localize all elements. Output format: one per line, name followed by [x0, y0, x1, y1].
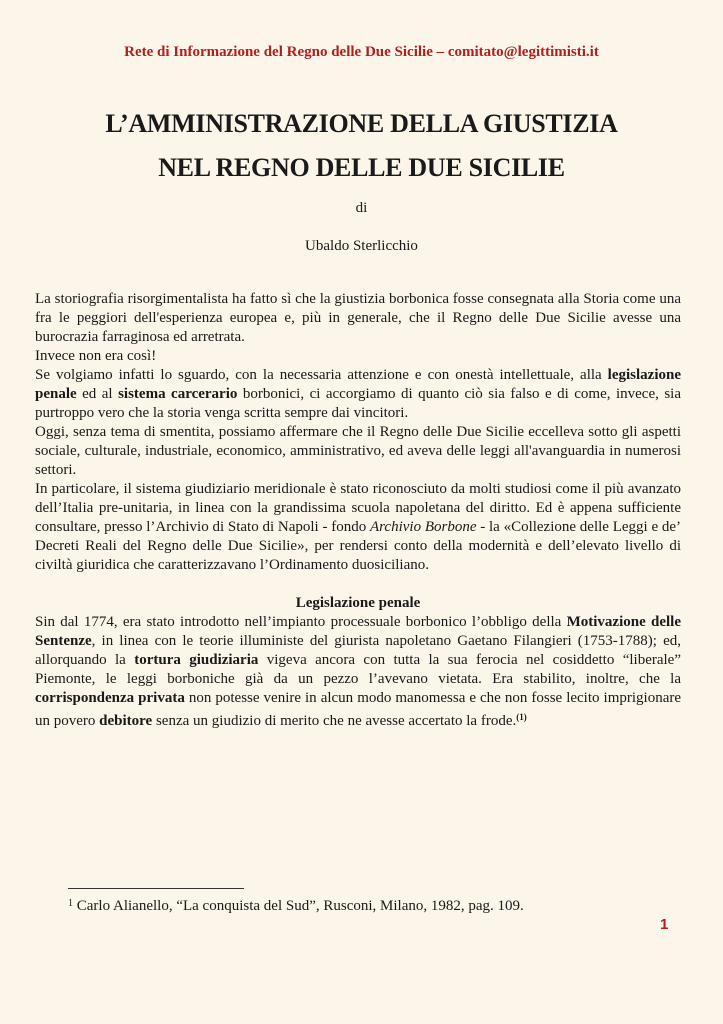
- paragraph-3-text: ed al: [76, 386, 119, 402]
- paragraph-1: [35, 290, 681, 347]
- footnote-mark: 1: [68, 898, 73, 909]
- title-line-1: L’AMMINISTRAZIONE DELLA GIUSTIZIA: [105, 109, 618, 138]
- paragraph-2: [35, 347, 681, 366]
- paragraph-5: [35, 480, 681, 575]
- section-text: vigeva ancora con tutta la sua ferocia nel cosiddetto “liberale” Piemonte, le leggi borboniche già da un pezzo l’avevano vietata. Era stabilito, inoltre, che la: [35, 652, 681, 687]
- paragraph-5-text: - la «Collezione delle Leggi e de’ Decreti Reali del Regno delle Due Sicilie», per rendersi conto della modernità e dell’elevato livello di civiltà giuridica che caratterizzavano l’Ordinamento duosiciliano.: [35, 519, 682, 573]
- paragraph-1-text: La storiografia risorgimentalista ha fatto sì che la giustizia borbonica fosse consegnata alla Storia come una fra le peggiori dell'esperienza europea e, più in generale, che il Regno delle Due Sicilie avesse una burocrazia farraginosa ed arretrata.: [35, 291, 681, 345]
- bold-tortura-giudiziaria: tortura giudiziaria: [134, 652, 259, 668]
- section-heading: Legislazione penale: [295, 595, 421, 611]
- paragraph-4-text: Oggi, senza tema di smentita, possiamo affermare che il Regno delle Due Sicilie eccelleva sotto gli aspetti sociale, culturale, industriale, economico, amministrativo, ed aveva delle leggi all'avanguardia in numerosi settori.: [35, 424, 681, 478]
- paragraph-3: [35, 366, 681, 423]
- paragraph-4: [35, 423, 681, 480]
- bold-legislazione-penale: legislazione penale: [35, 367, 681, 402]
- paragraph-3-text: borbonici, ci accorgiamo di quanto ciò sia falso e di come, invece, sia purtroppo vero che la storia venga scritta sempre dai vincitori.: [35, 386, 681, 421]
- section-text: senza un giudizio di merito che ne avesse accertato la frode.: [152, 713, 517, 729]
- page-number: 1: [660, 916, 669, 933]
- section-text: , in linea con le teorie illuministe del giurista napoletano Gaetano Filangieri (1753-1788); ed, allorquando la: [35, 633, 681, 668]
- footnote-text: Carlo Alianello, “La conquista del Sud”, Rusconi, Milano, 1982, pag. 109.: [76, 898, 524, 914]
- article-body: [35, 290, 681, 731]
- italic-archivio-borbone: Archivio Borbone: [369, 519, 477, 535]
- bold-corrispondenza-privata: corrispondenza privata: [35, 690, 185, 706]
- title-line-2: NEL REGNO DELLE DUE SICILIE: [158, 153, 565, 182]
- section-text: Sin dal 1774, era stato introdotto nell’impianto processuale borbonico l’obbligo della: [35, 614, 567, 630]
- page-header: Rete di Informazione del Regno delle Due Sicilie – comitato@legittimisti.it: [124, 44, 599, 60]
- section-text: non potesse venire in alcun modo manomessa e che non fosse lecito imprigionare un povero: [35, 690, 682, 729]
- section-paragraph: [35, 613, 681, 731]
- bold-motivazione-sentenze: Motivazione delle Sentenze: [35, 614, 681, 649]
- footnote: [68, 898, 524, 915]
- paragraph-5-text: In particolare, il sistema giudiziario meridionale è stato riconosciuto da molti studiosi come il più avanzato dell’Italia pre-unitaria, in linea con la grandissima scuola napoletana del diritto. Ed è appena sufficiente consultare, presso l’Archivio di Stato di Napoli - fondo: [35, 481, 681, 535]
- paragraph-3-text: Se volgiamo infatti lo sguardo, con la necessaria attenzione e con onestà intellettuale, alla: [35, 367, 608, 383]
- footnote-reference: (1): [516, 712, 527, 722]
- bold-sistema-carcerario: sistema carcerario: [118, 386, 238, 402]
- bold-debitore: debitore: [99, 713, 153, 729]
- author-name: Ubaldo Sterlicchio: [305, 238, 418, 254]
- paragraph-2-text: Invece non era così!: [35, 348, 157, 364]
- footnote-divider: [68, 888, 244, 889]
- byline: di: [355, 200, 368, 216]
